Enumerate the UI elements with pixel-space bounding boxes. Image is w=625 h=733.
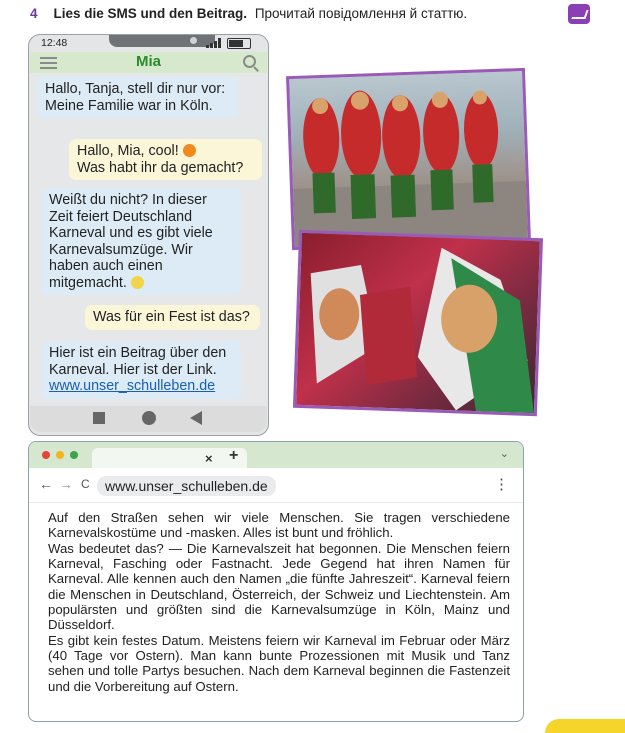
carnival-parade-illustration: [289, 71, 528, 247]
status-time: 12:48: [41, 37, 68, 49]
browser-tab-bar: [29, 442, 523, 468]
article-paragraph: Es gibt kein festes Datum. Meistens feiern wir Karneval im Februar oder März (40 Tage vor Ostern). Man kann bunte Prozessionen mit Musik und Tanz sehen und tolle Partys besuchen. Nach dem Karneval beginnen die Fastenzeit und die Vorbereitung auf Ostern.: [48, 632, 510, 694]
contact-name: Mia: [135, 53, 161, 70]
message-text: Weißt du nicht? In dieser Zeit feiert Deutschland Karneval und es gibt viele Karnevalsumzüge. Wir haben auch einen mitgemacht.: [49, 192, 213, 291]
carnival-masks-photo: [293, 230, 543, 416]
smiley-emoji-icon: [131, 276, 144, 289]
recent-apps-icon[interactable]: [93, 412, 105, 424]
home-icon[interactable]: [142, 411, 156, 425]
message-text-line2: Was habt ihr da gemacht?: [77, 159, 244, 176]
arrow-left-icon[interactable]: ←: [39, 476, 53, 492]
signal-icon: [206, 38, 222, 48]
article-body: [48, 510, 510, 694]
back-icon[interactable]: [190, 411, 202, 425]
status-bar: [29, 35, 268, 51]
search-icon[interactable]: [243, 55, 256, 68]
phone-mockup: [28, 34, 269, 436]
task-title-ukrainian: Прочитай повідомлення й статтю.: [254, 6, 468, 21]
url-input[interactable]: www.unser_schulleben.de: [97, 476, 276, 496]
address-bar: [29, 468, 523, 503]
window-minimize-dot[interactable]: [56, 451, 64, 459]
task-heading: [30, 6, 590, 21]
message-bubble-outgoing: [85, 305, 260, 330]
camera-notch: [109, 35, 215, 47]
page-corner-tab: [545, 719, 625, 733]
message-bubble-incoming: [41, 188, 241, 295]
battery-icon: [227, 38, 251, 49]
message-bubble-incoming: [37, 77, 239, 118]
tab-close-icon[interactable]: ×: [205, 451, 213, 466]
arrow-right-icon[interactable]: →: [59, 476, 73, 492]
message-text: Hallo, Tanja, stell dir nur vor: Meine Familie war in Köln.: [45, 81, 226, 114]
carnival-parade-photo: [286, 68, 531, 250]
window-maximize-dot[interactable]: [70, 451, 78, 459]
chevron-down-icon[interactable]: ⌄: [499, 448, 509, 460]
task-number: 4: [30, 6, 38, 21]
carnival-masks-illustration: [296, 233, 540, 413]
article-paragraph: Auf den Straßen sehen wir viele Menschen. Sie tragen verschiedene Karnevalskostüme und -masken. Alles ist bunt und fröhlich.: [48, 510, 510, 541]
phone-nav-bar: [30, 406, 267, 432]
window-close-dot[interactable]: [42, 451, 50, 459]
message-bubble-incoming: [41, 341, 241, 399]
chat-header: [30, 52, 267, 73]
browser-window: [28, 441, 524, 722]
message-text: Was für ein Fest ist das?: [93, 309, 250, 325]
reload-icon[interactable]: C: [81, 477, 90, 491]
article-paragraph: Was bedeutet das? — Die Karnevalszeit hat begonnen. Die Menschen feiern Karneval, Fasching oder Fastnacht. Jede Gegend hat ihren Namen für Karneval. Alle kennen auch den Namen „die fünfte Jahreszeit“. Karneval feiern die Menschen in Deutschland, Österreich, der Schweiz und Liechtenstein. Am populärsten und größten sind die Karnevalsumzüge in Köln, Mainz und Düsseldorf.: [48, 540, 510, 633]
browser-tab[interactable]: [92, 448, 247, 468]
message-bubble-outgoing: [69, 139, 262, 180]
pumpkin-emoji-icon: [183, 144, 196, 157]
kebab-menu-icon[interactable]: ⋮: [494, 476, 509, 493]
task-title-german: Lies die SMS und den Beitrag.: [53, 6, 248, 21]
message-text: Hier ist ein Beitrag über den Karneval. Hier ist der Link.: [49, 345, 227, 378]
article-link[interactable]: www.unser_schulleben.de: [49, 378, 216, 394]
new-tab-icon[interactable]: +: [229, 447, 239, 464]
chat-thread[interactable]: [30, 73, 267, 405]
book-icon: [568, 4, 590, 24]
message-text: Hallo, Mia, cool!: [77, 143, 179, 159]
